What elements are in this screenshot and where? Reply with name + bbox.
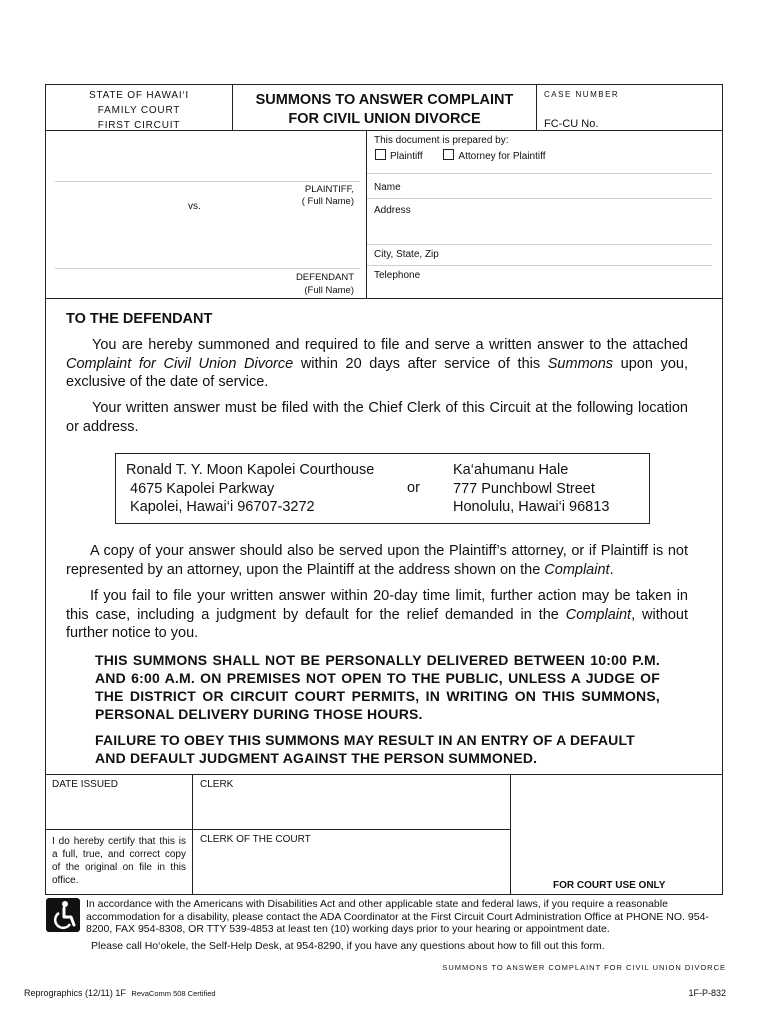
p3-text-a: A copy of your answer should also be served upon the Plaintiff’s attorney, or if Plaintiff is not represented by an attorney, upon the Plaintiff at the address shown on the (66, 543, 688, 578)
court-name: FAMILY COURT (97, 105, 181, 116)
p3-text-b: . (609, 561, 614, 578)
plaintiff-sub-text: ( Full Name) (301, 196, 354, 207)
signature-grid-middle-rule (45, 829, 510, 830)
certify-text: I do hereby certify that this is a full, true, and correct copy of the original on file in this office. (52, 836, 186, 886)
honolulu-line-1: Ka‘ahumanu Hale (453, 462, 569, 478)
plaintiff-label-text: PLAINTIFF, (304, 184, 354, 195)
court-info (46, 88, 232, 133)
p3-italic-complaint: Complaint (544, 561, 610, 578)
defendant-label-text: DEFENDANT (295, 272, 354, 283)
defendant-heading: TO THE DEFENDANT (66, 311, 213, 327)
city-field-line[interactable] (367, 265, 712, 266)
case-number-field[interactable]: FC-CU No. (544, 118, 599, 130)
paragraph-1 (66, 336, 688, 392)
signature-grid-top-rule (45, 774, 723, 775)
kapolei-line-1: Ronald T. Y. Moon Kapolei Courthouse (126, 462, 375, 478)
plaintiff-checkbox[interactable] (375, 149, 386, 160)
court-use-label: FOR COURT USE ONLY (553, 880, 666, 891)
plaintiff-name-line[interactable] (55, 181, 360, 182)
defendant-name-line[interactable] (55, 268, 360, 269)
case-number-label: CASE NUMBER (544, 90, 620, 99)
title-line-1: SUMMONS TO ANSWER COMPLAINT (255, 92, 514, 108)
state-name: STATE OF HAWAI‘I (88, 90, 190, 101)
honolulu-address (453, 461, 609, 517)
versus-text: vs. (188, 201, 201, 212)
ada-text-a: In accordance with the Americans with Disabilities Act and other applicable state and federal laws, if you require a reasonable accommodation for a disability, please contact the ADA Coordinator at the First Circuit Court Administration Office at (86, 898, 668, 923)
prepared-by-rule (367, 173, 712, 174)
p4-text-b: , without further notice to you. (66, 606, 688, 641)
selfhelp-notice: Please call Ho‘okele, the Self-Help Desk, at 954-8290, if you have any questions about how to fill out this form. (91, 940, 605, 952)
signature-grid-divider-2 (510, 774, 511, 894)
city-label: City, State, Zip (374, 249, 439, 260)
paragraph-4 (66, 587, 688, 643)
attorney-option-label: Attorney for Plaintiff (458, 151, 546, 162)
p1-text-c: upon you, exclusive of the date of service. (66, 355, 688, 390)
kapolei-line-3: Kapolei, Hawai‘i 96707-3272 (130, 499, 315, 515)
address-label: Address (374, 205, 411, 216)
header-divider-right (536, 85, 537, 130)
reprographics-text: Reprographics (12/11) 1F (24, 988, 126, 998)
clerk-of-court-label: CLERK OF THE COURT (200, 834, 311, 845)
ada-notice (86, 898, 726, 936)
title-line-2: FOR CIVIL UNION DIVORCE (288, 111, 481, 127)
revacomm-text: RevaComm 508 Certified (131, 989, 216, 998)
form-title-footer: SUMMONS TO ANSWER COMPLAINT FOR CIVIL UNION DIVORCE (442, 963, 726, 972)
date-issued-label: DATE ISSUED (52, 779, 118, 790)
parties-bottom-rule (45, 298, 723, 299)
kapolei-address (126, 461, 374, 517)
address-field-line[interactable] (367, 244, 712, 245)
plaintiff-label (240, 184, 354, 208)
attorney-checkbox[interactable] (443, 149, 454, 160)
accessibility-icon (46, 898, 80, 932)
p4-text-a: If you fail to file your written answer within 20-day time limit, further action may be taken in this case, including a judgment by default for the relief demanded in the (66, 588, 688, 623)
telephone-label: Telephone (374, 270, 421, 281)
ada-text-b: 954-8200, FAX 954-8308, OR TTY 539-4853 at least ten (10) working days prior to your hearing or appointment date. (86, 910, 709, 935)
p1-text-b: within 20 days after service of this (293, 355, 548, 372)
defendant-sub-text: (Full Name) (304, 285, 354, 296)
reprographics-note (24, 988, 216, 998)
default-warning: FAILURE TO OBEY THIS SUMMONS MAY RESULT IN AN ENTRY OF A DEFAULT AND DEFAULT JUDGMENT AGAINST THE PERSON SUMMONED. (95, 732, 635, 766)
clerk-label: CLERK (200, 779, 234, 790)
paragraph-3 (66, 542, 688, 579)
p1-italic-complaint: Complaint for Civil Union Divorce (66, 355, 294, 372)
address-or: or (407, 480, 420, 496)
delivery-warning: THIS SUMMONS SHALL NOT BE PERSONALLY DELIVERED BETWEEN 10:00 P.M. AND 6:00 A.M. ON PREMISES NOT OPEN TO THE PUBLIC, UNLESS A JUDGE OF THE DISTRICT OR CIRCUIT COURT PERMITS, IN WRITING ON THIS SUMMONS, PERSONAL DELIVERY DURING THOSE HOURS. (95, 652, 660, 722)
document-title (233, 91, 536, 129)
kapolei-line-2: 4675 Kapolei Parkway (130, 480, 275, 497)
circuit-name: FIRST CIRCUIT (97, 120, 181, 131)
form-number: 1F-P-832 (688, 988, 726, 998)
prepared-by-heading: This document is prepared by: (374, 135, 509, 146)
signature-grid-divider-1 (192, 774, 193, 894)
p4-italic-complaint: Complaint (565, 606, 632, 623)
p1-text-a: You are hereby summoned and required to file and serve a written answer to the attached (92, 337, 688, 353)
defendant-label (240, 271, 354, 297)
honolulu-line-2: 777 Punchbowl Street (453, 480, 595, 497)
prepared-by-options (375, 149, 546, 162)
parties-divider (366, 130, 367, 298)
honolulu-line-3: Honolulu, Hawai‘i 96813 (453, 499, 610, 515)
plaintiff-option-label: Plaintiff (390, 151, 423, 162)
name-field-line[interactable] (367, 198, 712, 199)
p1-italic-summons: Summons (547, 355, 614, 372)
paragraph-2: Your written answer must be filed with the Chief Clerk of this Circuit at the following location or address. (66, 400, 688, 435)
name-label: Name (374, 182, 401, 193)
ada-phone-label: PHONE NO. (626, 910, 685, 923)
